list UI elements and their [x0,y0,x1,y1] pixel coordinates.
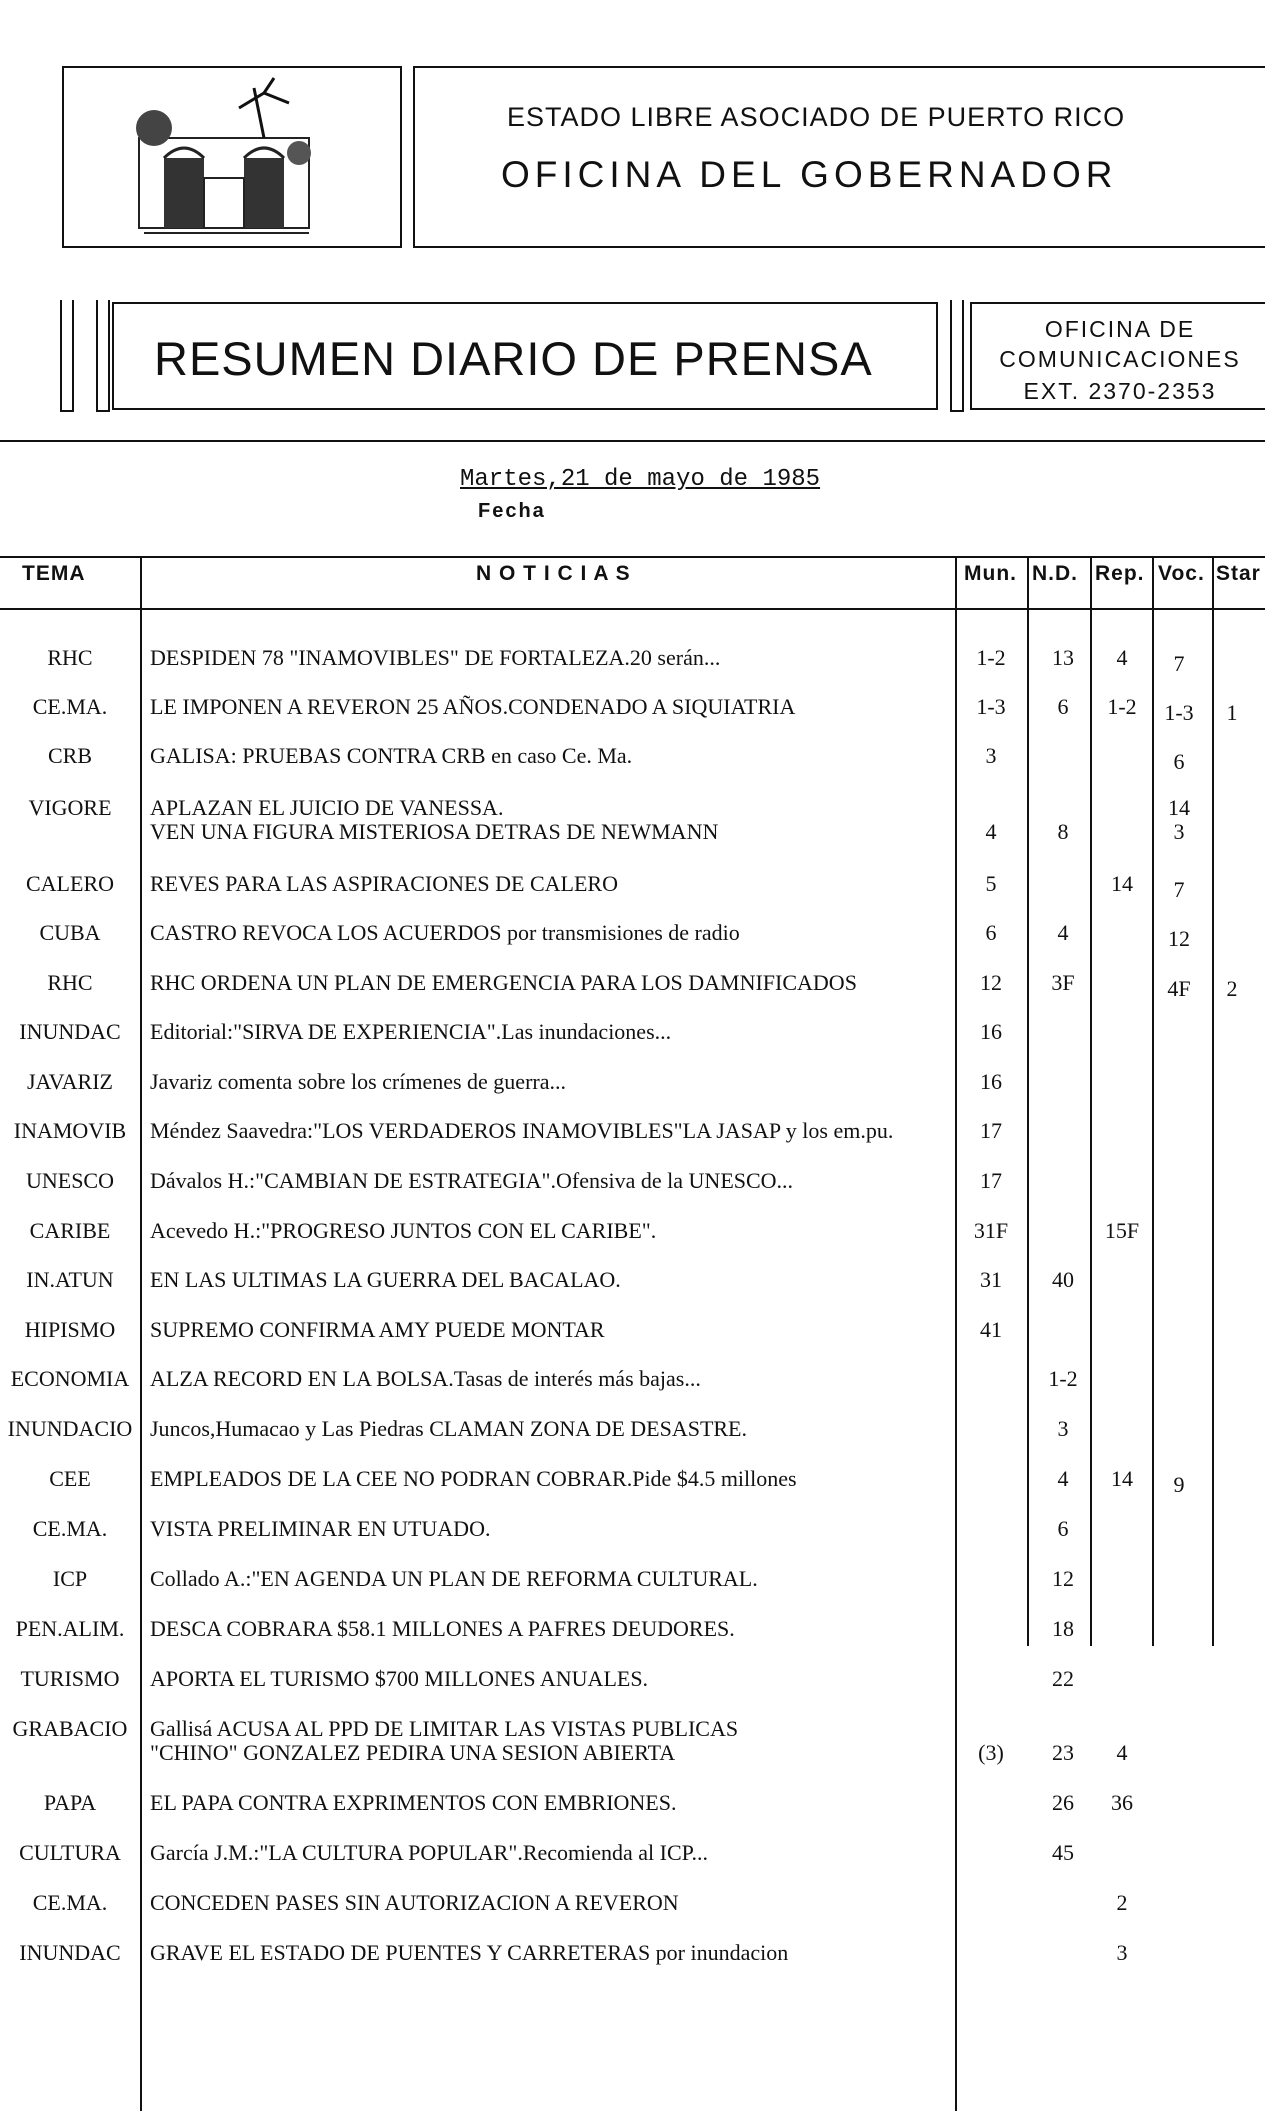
row-news: Dávalos H.:"CAMBIAN DE ESTRATEGIA".Ofensiva de la UNESCO... [150,1168,794,1193]
row-news: APORTA EL TURISMO $700 MILLONES ANUALES. [150,1666,649,1691]
row-nd: 6 [1057,694,1069,719]
row-news: Méndez Saavedra:"LOS VERDADEROS INAMOVIBLES"LA JASAP y los em.pu. [150,1118,894,1143]
row-mun: 1-3 [976,694,1006,719]
row-nd: 40 [1052,1267,1074,1292]
row-news: García J.M.:"LA CULTURA POPULAR".Recomienda al ICP... [150,1840,708,1865]
row-tema: INAMOVIB [13,1118,127,1143]
banner-right-bars [938,300,968,412]
row-mun: 1-2 [976,645,1006,670]
row-tema: RHC [47,645,93,670]
row-mun: 16 [980,1069,1002,1094]
row-news: EMPLEADOS DE LA CEE NO PODRAN COBRAR.Pide $4.5 millones [150,1466,797,1491]
comm-line2: COMUNICACIONES [999,346,1241,372]
row-tema: ICP [52,1566,88,1591]
row-voc: 9 [1173,1472,1185,1497]
row-mun: 6 [985,920,997,945]
row-tema: CE.MA. [32,1890,108,1915]
row-news: ALZA RECORD EN LA BOLSA.Tasas de interés más bajas... [150,1366,701,1391]
row-nd: 3 [1057,1416,1069,1441]
row-voc: 1-3 [1164,700,1194,725]
row-news-line2: VEN UNA FIGURA MISTERIOSA DETRAS DE NEWMANN [150,819,719,844]
row-rep: 3 [1116,1940,1128,1965]
row-tema: RHC [47,970,93,995]
row-news: SUPREMO CONFIRMA AMY PUEDE MONTAR [150,1317,605,1342]
header-noticias: N O T I C I A S [476,562,631,585]
header-star: Star [1216,562,1261,585]
row-mun: 31 [980,1267,1002,1292]
row-rep: 14 [1111,1466,1133,1491]
row-news: REVES PARA LAS ASPIRACIONES DE CALERO [150,871,618,896]
logo-box [62,66,402,248]
row-nd: 8 [1057,819,1069,844]
row-tema: VIGORE [28,795,112,820]
row-tema: INUNDACIO [7,1416,133,1441]
row-tema: ECONOMIA [10,1366,130,1391]
row-news: DESPIDEN 78 "INAMOVIBLES" DE FORTALEZA.20 serán... [150,645,721,670]
row-nd: 26 [1052,1790,1074,1815]
row-nd: 45 [1052,1840,1074,1865]
row-voc: 14 [1168,795,1190,820]
row-nd: 4 [1057,1466,1069,1491]
header-nd: N.D. [1032,562,1078,585]
row-nd: 4 [1057,920,1069,945]
row-tema: UNESCO [25,1168,114,1193]
row-news: GALISA: PRUEBAS CONTRA CRB en caso Ce. Ma. [150,743,633,768]
row-mun: 12 [980,970,1002,995]
row-voc: 6 [1173,749,1185,774]
tema-column-divider [140,556,142,2111]
date-value: Martes,21 de mayo de 1985 [460,466,821,493]
row-nd: 1-2 [1048,1366,1078,1391]
row-tema: HIPISMO [24,1317,116,1342]
state-name: ESTADO LIBRE ASOCIADO DE PUERTO RICO [507,102,1126,132]
office-header-box [413,66,1265,248]
row-tema: INUNDAC [19,1019,121,1044]
banner-left-bars [60,300,110,412]
date-label: Fecha [478,500,546,522]
row-news: Juncos,Humacao y Las Piedras CLAMAN ZONA DE DESASTRE. [150,1416,747,1441]
row-voc: 7 [1173,651,1185,676]
row-news: Editorial:"SIRVA DE EXPERIENCIA".Las inundaciones... [150,1019,672,1044]
row-voc-line2: 3 [1173,819,1185,844]
header-voc: Voc. [1158,562,1205,585]
row-tema: CRB [47,743,93,768]
row-news: VISTA PRELIMINAR EN UTUADO. [150,1516,491,1541]
row-mun: (3) [978,1740,1004,1765]
row-nd: 22 [1052,1666,1074,1691]
row-voc: 4F [1167,976,1191,1001]
row-news: LE IMPONEN A REVERON 25 AÑOS.CONDENADO A SIQUIATRIA [150,694,796,719]
table-header-border [0,608,1265,610]
row-rep: 4 [1116,1740,1128,1765]
row-mun: 31F [973,1218,1009,1243]
row-tema: CEE [49,1466,91,1491]
row-tema: IN.ATUN [26,1267,114,1292]
header-divider [0,440,1265,442]
row-news: EL PAPA CONTRA EXPRIMENTOS CON EMBRIONES. [150,1790,677,1815]
row-rep: 2 [1116,1890,1128,1915]
row-tema: PAPA [43,1790,97,1815]
row-news: Gallisá ACUSA AL PPD DE LIMITAR LAS VISTAS PUBLICAS [150,1716,739,1741]
row-mun: 41 [980,1317,1002,1342]
row-news: APLAZAN EL JUICIO DE VANESSA. [150,795,504,820]
row-rep: 15F [1104,1218,1140,1243]
fortaleza-logo-icon [64,68,400,246]
row-nd: 13 [1052,645,1074,670]
comm-line1: OFICINA DE [1044,316,1196,342]
row-tema: JAVARIZ [27,1069,113,1094]
row-news: Acevedo H.:"PROGRESO JUNTOS CON EL CARIBE". [150,1218,657,1243]
row-tema: TURISMO [20,1666,120,1691]
row-news: Collado A.:"EN AGENDA UN PLAN DE REFORMA CULTURAL. [150,1566,758,1591]
row-tema: GRABACIO [12,1716,128,1741]
banner-title: RESUMEN DIARIO DE PRENSA [154,332,873,385]
row-voc: 7 [1173,877,1185,902]
row-rep: 1-2 [1107,694,1137,719]
row-rep: 14 [1111,871,1133,896]
row-rep: 36 [1111,1790,1133,1815]
row-nd: 12 [1052,1566,1074,1591]
row-mun: 17 [980,1168,1002,1193]
row-news: EN LAS ULTIMAS LA GUERRA DEL BACALAO. [150,1267,621,1292]
row-tema: CE.MA. [32,1516,108,1541]
row-tema: CULTURA [19,1840,121,1865]
communications-box [970,302,1265,410]
row-rep: 4 [1116,645,1128,670]
row-tema: CUBA [39,920,101,945]
row-mun: 3 [985,743,997,768]
header-rep: Rep. [1095,562,1145,585]
row-nd: 23 [1052,1740,1074,1765]
row-nd: 18 [1052,1616,1074,1641]
row-nd: 6 [1057,1516,1069,1541]
row-star: 1 [1226,700,1238,725]
row-news: CONCEDEN PASES SIN AUTORIZACION A REVERON [150,1890,679,1915]
table-top-border [0,556,1265,558]
header-tema: TEMA [22,562,86,585]
row-voc: 12 [1168,926,1190,951]
comm-line3: EXT. 2370-2353 [1023,378,1217,404]
row-star: 2 [1226,976,1238,1001]
row-news: DESCA COBRARA $58.1 MILLONES A PAFRES DEUDORES. [150,1616,735,1641]
banner-box [112,302,938,410]
row-nd: 3F [1051,970,1075,995]
row-mun: 5 [985,871,997,896]
row-news: RHC ORDENA UN PLAN DE EMERGENCIA PARA LOS DAMNIFICADOS [150,970,857,995]
header-mun: Mun. [964,562,1017,585]
row-tema: PEN.ALIM. [15,1616,125,1641]
row-tema: CARIBE [29,1218,111,1243]
row-tema: INUNDAC [19,1940,121,1965]
row-tema: CE.MA. [32,694,108,719]
row-news: GRAVE EL ESTADO DE PUENTES Y CARRETERAS por inundacion [150,1940,789,1965]
row-news: Javariz comenta sobre los crímenes de guerra... [150,1069,566,1094]
row-mun: 4 [985,819,997,844]
row-news-line2: "CHINO" GONZALEZ PEDIRA UNA SESION ABIERTA [150,1740,676,1765]
row-tema: CALERO [26,871,114,896]
row-mun: 16 [980,1019,1002,1044]
row-news: CASTRO REVOCA LOS ACUERDOS por transmisiones de radio [150,920,740,945]
row-mun: 17 [980,1118,1002,1143]
office-name: OFICINA DEL GOBERNADOR [501,154,1118,195]
